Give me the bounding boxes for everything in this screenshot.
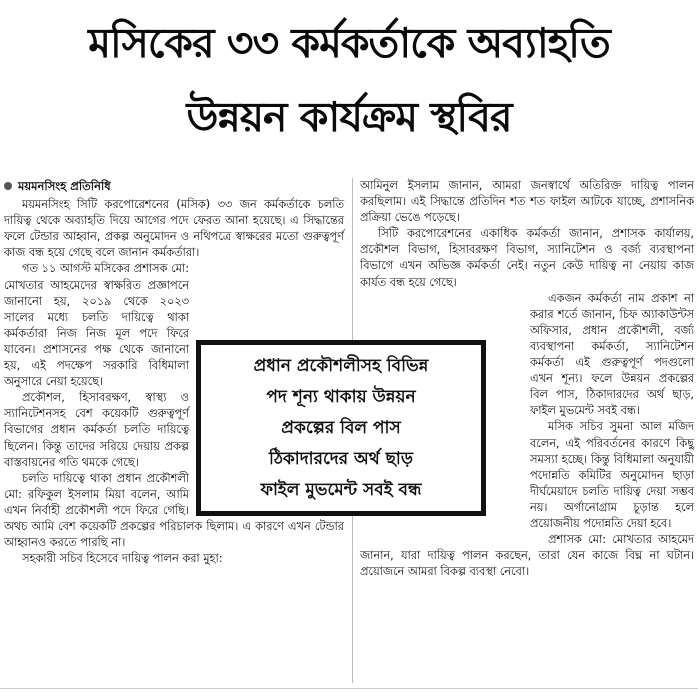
paragraph: ময়মনসিংহ সিটি করপোরেশনের (মসিক) ৩৩ জন কর্মকর্তাকে চলতি দায়িত্ব থেকে অব্যাহতি দিয়ে আগের পদে ফেরত আনা হয়েছে। এ সিদ্ধান্তের ফলে টেন্ডার আহ্বান, প্রকল্প অনুমোদন ও নথিপত্রে স্বাক্ষরের মতো গুরুত্বপূর্ণ কাজ বন্ধ হয়ে গেছে বলে জানান কর্মকর্তারা।	[4, 198, 344, 260]
paragraph: একজন কর্মকর্তা নাম প্রকাশ না করার শর্তে জানান, চিফ অ্যাকাউন্টস অফিসার, প্রধান প্রকৌশলী, বর্জ্য ব্যবস্থাপনা কর্মকর্তা, স্যানিটেশন কর্মকর্তা এই গুরুত্বপূর্ণ পদগুলো এখন শূন্য। ফলে উন্নয়ন প্রকল্পের বিল পাস, ঠিকাদারদের অর্থ ছাড়, ফাইল মুভমেন্ট সবই বন্ধ।	[530, 291, 694, 418]
pull-quote-box	[196, 340, 486, 516]
paragraph: মসিক সচিব সুমনা আল মজিদ বলেন, এই পরিবর্তনের কারণে কিছু সমস্যা হচ্ছে। কিন্তু বিধিমালা অনুযায়ী পদোন্নতি কমিটির অনুমোদন ছাড়া দীর্ঘমেয়াদে চলতি দায়িত্ব দেয়া সম্ভব নয়। অর্গানোগ্রাম চূড়ান্ত হলে প্রয়োজনীয় পদোন্নতি দেয়া হবে।	[530, 420, 694, 530]
pull-quote	[206, 351, 476, 506]
paragraph: চলতি দায়িত্বে থাকা প্রধান প্রকৌশলী মো: রফিকুল ইসলাম মিয়া বলেন, আমি এখন নির্বাহী প্রকৌশলী পদে ফিরে গেছি। অথচ আমি বেশ কয়েকটি প্রকল্পের পরিচালক ছিলাম। এ কারণে এখন টেন্ডার আহ্বানও করতে পারছি না।	[4, 471, 344, 550]
bottom-divider	[0, 688, 698, 689]
pull-quote-line: ফাইল মুভমেন্ট সবই বন্ধ	[260, 479, 422, 500]
paragraph: সিটি করপোরেশনের একাধিক কর্মকর্তা জানান, প্রশাসক কার্যালয়, প্রকৌশল বিভাগ, হিসাবরক্ষণ বিভাগ, স্যানিটেশন ও বর্জ্য ব্যবস্থাপনা বিভাগে এখন অভিজ্ঞ কর্মকর্তা নেই। নতুন কেউ দায়িত্ব না নেয়ায় কাজ কার্যত বন্ধ হয়ে গেছে।	[360, 227, 694, 289]
paragraph: প্রশাসক মো: মোখতার আহমেদ জানান, যারা দায়িত্ব পালন করছেন, তারা যেন কাজে বিঘ্ন না ঘটান। প্রয়োজনে আমরা বিকল্প ব্যবস্থা নেবো।	[360, 533, 694, 579]
pull-quote-line: পদ শূন্য থাকায় উন্নয়ন	[266, 386, 416, 407]
pull-quote-line: প্রধান প্রকৌশলীসহ বিভিন্ন	[253, 355, 429, 376]
paragraph: গত ১১ আগস্ট মসিকের প্রশাসক মো: মোখতার আহমেদের স্বাক্ষরিত প্রজ্ঞাপনে জানানো হয়, ২০১৯ থেকে ২০২৩ সালের মধ্যে চলতি দায়িত্বে থাকা কর্মকর্তারা নিজ নিজ মূল পদে ফিরে যাবেন। প্রশাসনের পক্ষ থেকে জানানো হয়, এই পদক্ষেপ সরকারি বিধিমালা অনুসারে নেয়া হয়েছে।	[4, 262, 189, 389]
paragraph: সহকারী সচিব হিসেবে দায়িত্ব পালন করা মুহা:	[22, 552, 223, 566]
headline-line-1: মসিকের ৩৩ কর্মকর্তাকে অব্যাহতি	[88, 19, 610, 67]
byline-text: ময়মনসিংহ প্রতিনিধি	[18, 179, 111, 193]
paragraph: প্রকৌশল, হিসাবরক্ষণ, স্বাস্থ্য ও স্যানিটেশনসহ বেশ কয়েকটি গুরুত্বপূর্ণ বিভাগের প্রধান কর্মকর্তা চলতি দায়িত্বে ছিলেন। কিন্তু তাদের সরিয়ে দেয়ায় প্রকল্প বাস্তবায়নের গতি থমকে গেছে।	[4, 391, 189, 469]
byline	[4, 178, 344, 194]
pull-quote-line: প্রকল্পের বিল পাস	[281, 417, 401, 438]
headline-line-2: উন্নয়ন কার্যক্রম স্থবির	[186, 93, 512, 141]
pull-quote-line: ঠিকাদারদের অর্থ ছাড়	[268, 448, 414, 469]
bullet-icon	[4, 182, 12, 190]
paragraph: আমিনুল ইসলাম জানান, আমরা জনস্বার্থে অতিরিক্ত দায়িত্ব পালন করছিলাম। এই সিদ্ধান্তে প্রতিদিন শত শত ফাইল আটকে যাচ্ছে, প্রশাসনিক প্রক্রিয়া ভেঙে পড়েছে।	[360, 179, 694, 225]
